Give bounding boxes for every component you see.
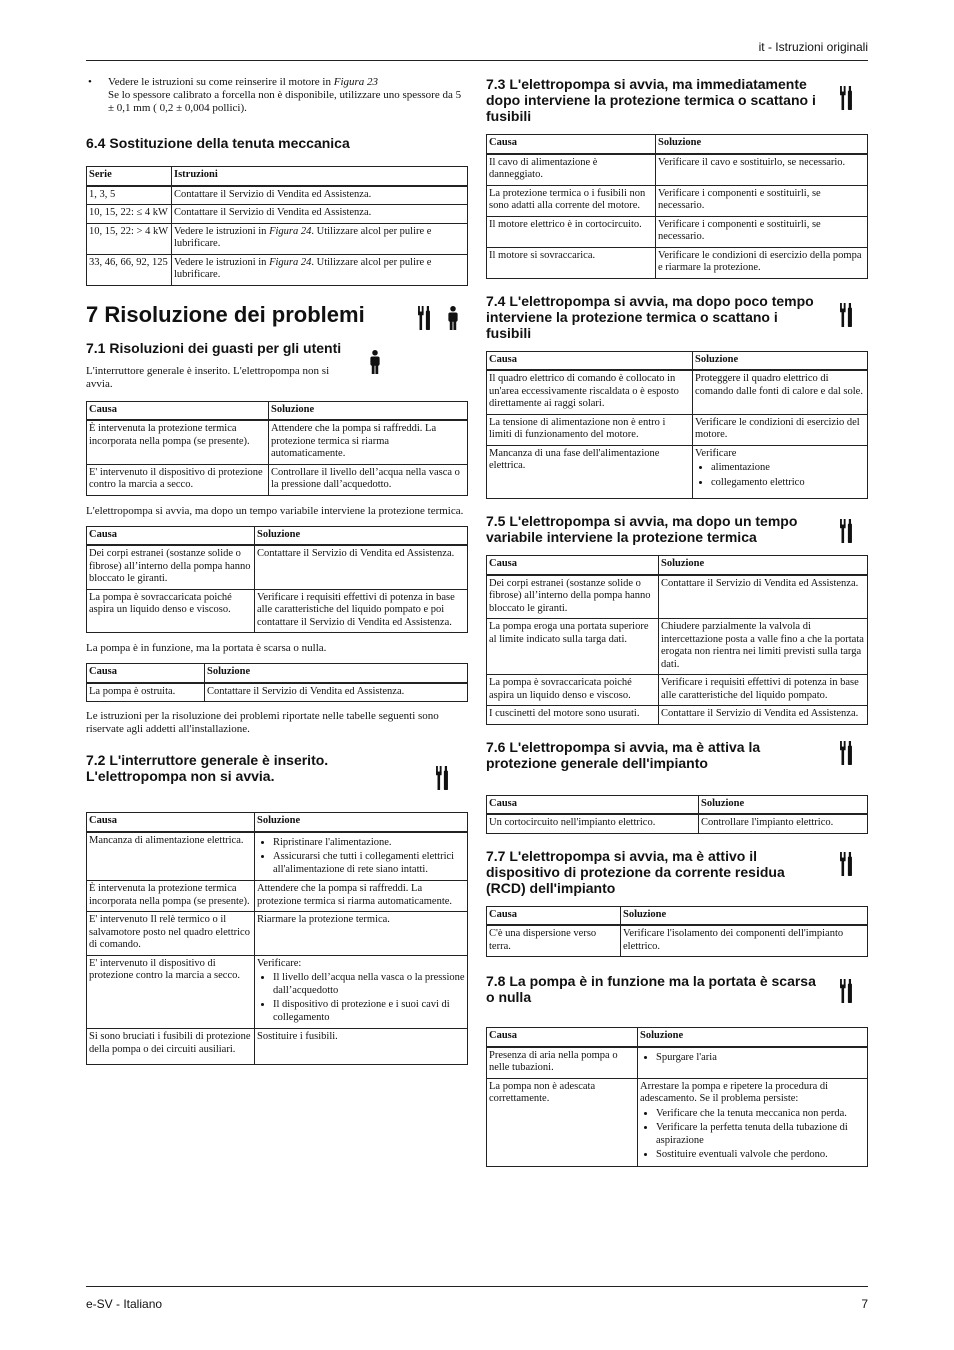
list-item: • Verificare che la tenuta meccanica non perda. (656, 1108, 865, 1121)
table-row: Il quadro elettrico di comando è collocato in un'area eccessivamente riscaldata o è esposto direttamente ai raggi solari. Proteggere il quadro elettrico di comando dalle fonti di calore e dal sole. (487, 370, 868, 414)
table-row: Il motore elettrico è in cortocircuito. Verificare i componenti e sostituirli, se necessario. (487, 216, 868, 247)
section-7-8-header (486, 973, 868, 1005)
table-row: È intervenuta la protezione termica incorporata nella pompa (se presente). Attendere che la pompa si raffreddi. La protezione termica si riarma automaticamente. (87, 420, 468, 464)
section-7-5-header (486, 513, 868, 545)
col-header-soluzione: Soluzione (255, 813, 468, 832)
section-7-3-title: 7.3 L'elettropompa si avvia, ma immediatamente dopo interviene la protezione termica o scattano i fusibili (486, 76, 816, 124)
list-item: • Assicurarsi che tutti i collegamenti elettrici all'alimentazione di rete siano intatti. (273, 851, 465, 876)
table-7-3 (486, 134, 868, 279)
section-7-6-title: 7.6 L'elettropompa si avvia, ma è attiva la protezione generale dell'impianto (486, 738, 761, 771)
col-header-soluzione: Soluzione (621, 906, 868, 925)
table-row: La protezione termica o i fusibili non sono adatti alla corrente del motore. Verificare i componenti e sostituirli, se necessario. (487, 185, 868, 216)
intro-line1: Vedere le istruzioni su come reinserire il motore in Figura 23 (108, 76, 379, 88)
section-7-5-title: 7.5 L'elettropompa si avvia, ma dopo un tempo variabile interviene la protezione termica (486, 513, 798, 545)
list-item: • Verificare la perfetta tenuta della tubazione di aspirazione (656, 1122, 865, 1147)
table-7-8 (486, 1027, 868, 1167)
tools-icon (839, 519, 854, 543)
figure-ref: Figura 24 (269, 256, 312, 268)
list-item: • Ripristinare l'alimentazione. (273, 837, 465, 850)
list-item: • collegamento elettrico (711, 477, 865, 490)
section-7-1-para-3: La pompa è in funzione, ma la portata è scarsa o nulla. (86, 642, 327, 654)
col-header-causa: Causa (487, 556, 659, 575)
bullet-dot: • (88, 76, 92, 88)
table-7-1-a (86, 401, 468, 496)
intro-bullet (86, 76, 468, 115)
section-7-1-title: 7.1 Risoluzioni dei guasti per gli utenti (86, 339, 342, 356)
table-row: 10, 15, 22: > 4 kW Vedere le istruzioni in Figura 24. Utilizzare alcol per pulire e lubrificare. (87, 223, 468, 254)
col-header-causa: Causa (487, 906, 621, 925)
table-7-4 (486, 351, 868, 500)
chapter-7-title: 7 Risoluzione dei problemi (86, 301, 365, 327)
section-7-1-header (86, 340, 468, 356)
list-item: • Spurgare l'aria (656, 1052, 865, 1065)
footer-rule (86, 1286, 868, 1287)
table-6-4 (86, 166, 468, 286)
figure-ref: Figura 24 (269, 225, 312, 237)
section-7-2-title: 7.2 L'interruttore generale è inserito. L'elettropompa non si avvia. (86, 752, 329, 784)
tools-icon (839, 303, 854, 327)
table-row: Dei corpi estranei (sostanze solide o fibrose) all’interno della pompa hanno bloccato le giranti. Contattare il Servizio di Vendita ed Assistenza. (87, 545, 468, 589)
table-row: La pompa eroga una portata superiore al limite indicato sulla targa dati. Chiudere parzialmente la valvola di intercettazione posta a valle fino a che la portata erogata non rientra nei limiti previsti sulla targa dati. (487, 619, 868, 675)
col-header-soluzione: Soluzione (638, 1028, 868, 1047)
col-header-causa: Causa (487, 135, 656, 154)
list-item: • Sostituire eventuali valvole che perdono. (656, 1149, 865, 1162)
col-header-soluzione: Soluzione (255, 526, 468, 545)
table-row: Si sono bruciati i fusibili di protezione della pompa o dei circuiti ausiliari. Sostituire i fusibili. (87, 1029, 468, 1065)
figure-ref: Figura 23 (333, 76, 379, 88)
col-header-causa: Causa (87, 401, 269, 420)
table-row: Dei corpi estranei (sostanze solide o fibrose) all’interno della pompa hanno bloccato le giranti. Contattare il Servizio di Vendita ed Assistenza. (487, 575, 868, 619)
list-item: • Il livello dell’acqua nella vasca o la pressione dall’acquedotto (273, 972, 465, 997)
page-number: 7 (861, 1297, 868, 1311)
col-header-causa: Causa (87, 813, 255, 832)
col-header-soluzione: Soluzione (699, 795, 868, 814)
list-item: • Il dispositivo di protezione e i suoi cavi di collegamento (273, 999, 465, 1024)
table-row: I cuscinetti del motore sono usurati. Contattare il Servizio di Vendita ed Assistenza. (487, 706, 868, 725)
col-header-soluzione: Soluzione (656, 135, 868, 154)
table-row: La pompa è sovraccaricata poiché aspira un liquido denso e viscoso. Verificare i requisiti effettivi di potenza in base alle caratteristiche del liquido pompato e poi contattare il Servizio di Vendita ed Assistenza. (87, 589, 468, 633)
table-row: La pompa non è adescata correttamente. Arrestare la pompa e ripetere la procedura di adescamento. Se il problema persiste: • Verificare che la tenuta meccanica non perda. • Verificare la perfetta tenuta della tubazione di aspirazione • Sostituire eventuali valvole che perdono. (487, 1078, 868, 1166)
intro-line2: Se lo spessore calibrato a forcella non è disponibile, utilizzare uno spessore da 5 ± 0,1 mm ( 0,2 ± 0,004 pollici). (108, 89, 462, 114)
table-row: E' intervenuto Il relè termico o il salvamotore posto nel quadro elettrico di comando. Riarmare la protezione termica. (87, 912, 468, 956)
col-header-soluzione: Soluzione (269, 401, 468, 420)
table-row: Il motore si sovraccarica. Verificare le condizioni di esercizio della pompa e riarmare la protezione. (487, 247, 868, 278)
table-7-6 (486, 795, 868, 834)
footer-doc-name: e-SV - Italiano (86, 1297, 163, 1311)
table-7-1-b (86, 526, 468, 634)
col-header-soluzione: Soluzione (205, 664, 468, 683)
chapter-7-header (86, 302, 468, 328)
table-row: C'è una dispersione verso terra. Verificare l'isolamento dei componenti dell'impianto elettrico. (487, 925, 868, 957)
col-header-soluzione: Soluzione (659, 556, 868, 575)
table-7-5 (486, 555, 868, 725)
section-6-4-title: 6.4 Sostituzione della tenuta meccanica (86, 135, 350, 151)
col-header-causa: Causa (487, 795, 699, 814)
table-row: La pompa è sovraccaricata poiché aspira un liquido denso e viscoso. Verificare i requisiti effettivi di potenza in base alle caratteristiche del liquido pompato. (487, 675, 868, 706)
col-header-causa: Causa (87, 526, 255, 545)
tools-icon (839, 741, 854, 765)
section-7-2-header (86, 752, 468, 784)
table-7-1-c (86, 663, 468, 702)
right-column (486, 76, 868, 1167)
section-7-1-intro: L'interruttore generale è inserito. L'elettropompa non si avvia. (86, 364, 330, 390)
section-7-8-title: 7.8 La pompa è in funzione ma la portata è scarsa o nulla (486, 973, 816, 1005)
user-icon (446, 306, 460, 330)
section-7-4-header (486, 293, 868, 341)
tools-icon (839, 86, 854, 110)
section-7-1-para-2: L'elettropompa si avvia, ma dopo un tempo variabile interviene la protezione termica. (86, 504, 464, 517)
header-doc-label: it - Istruzioni originali (758, 40, 868, 54)
table-row: Presenza di aria nella pompa o nelle tubazioni. • Spurgare l'aria (487, 1047, 868, 1079)
section-7-7-header (486, 848, 868, 896)
table-row: La pompa è ostruita. Contattare il Servizio di Vendita ed Assistenza. (87, 683, 468, 702)
table-row: Mancanza di una fase dell'alimentazione elettrica. Verificare • alimentazione • collegamento elettrico (487, 445, 868, 499)
table-row: 10, 15, 22: ≤ 4 kW Contattare il Servizio di Vendita ed Assistenza. (87, 205, 468, 224)
col-header-causa: Causa (487, 1028, 638, 1047)
list-item: • alimentazione (711, 462, 865, 475)
section-7-6-header (486, 739, 868, 771)
table-row: Il cavo di alimentazione è danneggiato. Verificare il cavo e sostituirlo, se necessario. (487, 154, 868, 186)
left-column (86, 76, 468, 1065)
table-7-7 (486, 906, 868, 958)
table-row: 1, 3, 5 Contattare il Servizio di Vendita ed Assistenza. (87, 186, 468, 205)
table-row: La tensione di alimentazione non è entro i limiti di funzionamento del motore. Verificare le condizioni di esercizio del motore. (487, 414, 868, 445)
header-rule (86, 60, 868, 61)
table-row: E' intervenuto il dispositivo di protezione contro la marcia a secco. Verificare: • Il livello dell’acqua nella vasca o la pressione dall’acquedotto • Il dispositivo di protezione e i suoi cavi di collegamento (87, 955, 468, 1029)
table-row: E' intervenuto il dispositivo di protezione contro la marcia a secco. Controllare il livello dell’acqua nella vasca o la pressione dall’acquedotto. (87, 464, 468, 495)
col-header-serie: Serie (87, 167, 172, 186)
tools-icon (839, 852, 854, 876)
col-header-soluzione: Soluzione (693, 351, 868, 370)
tools-icon (435, 766, 450, 790)
col-header-causa: Causa (87, 664, 205, 683)
section-7-4-title: 7.4 L'elettropompa si avvia, ma dopo poco tempo interviene la protezione termica o scattano i fusibili (486, 292, 814, 341)
table-7-2 (86, 812, 468, 1065)
tools-icon (417, 306, 432, 330)
table-row: Un cortocircuito nell'impianto elettrico. Controllare l'impianto elettrico. (487, 814, 868, 833)
table-row: 33, 46, 66, 92, 125 Vedere le istruzioni in Figura 24. Utilizzare alcol per pulire e lubrificare. (87, 254, 468, 285)
col-header-causa: Causa (487, 351, 693, 370)
section-7-7-title: 7.7 L'elettropompa si avvia, ma è attivo il dispositivo di protezione da corrente residua (RCD) dell'impianto (486, 847, 785, 896)
user-icon (368, 350, 382, 374)
section-7-1-para-4: Le istruzioni per la risoluzione dei problemi riportate nelle tabelle seguenti sono riservate agli addetti all'installazione. (86, 710, 439, 735)
col-header-istruzioni: Istruzioni (172, 167, 468, 186)
table-row: Mancanza di alimentazione elettrica. • Ripristinare l'alimentazione. • Assicurarsi che tutti i collegamenti elettrici all'alimentazione di rete siano intatti. (87, 832, 468, 881)
table-row: È intervenuta la protezione termica incorporata nella pompa (se presente). Attendere che la pompa si raffreddi. La protezione termica si riarma automaticamente. (87, 881, 468, 912)
tools-icon (839, 979, 854, 1003)
section-7-3-header (486, 76, 868, 124)
